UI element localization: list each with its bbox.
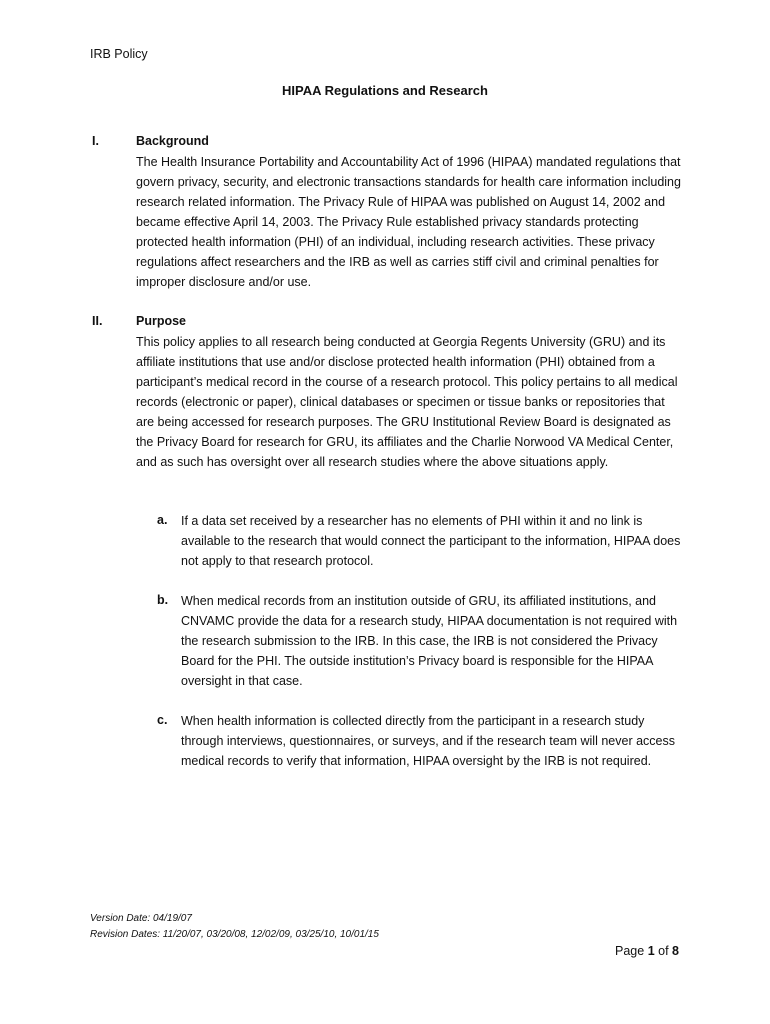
list-item-letter: b. — [157, 593, 169, 607]
footer-revision-dates: Revision Dates: 11/20/07, 03/20/08, 12/02/09, 03/25/10, 10/01/15 — [90, 929, 379, 940]
list-item-letter: a. — [157, 513, 168, 527]
list-item — [181, 711, 681, 771]
page-number-prefix: Page — [615, 944, 645, 958]
section-paragraph: The Health Insurance Portability and Accountability Act of 1996 (HIPAA) mandated regulations that govern privacy, security, and electronic transactions standards for health care information including research related information. The Privacy Rule of HIPAA was published on August 14, 2002 and became effective April 14, 2003. The Privacy Rule established privacy standards protecting protected health information (PHI) of an individual, including research activities. These privacy regulations affect researchers and the IRB as well as carries stiff civil and criminal penalties for improper disclosure and/or use. — [136, 155, 681, 289]
section-paragraph: This policy applies to all research being conducted at Georgia Regents University (GRU) and its affiliate institutions that use and/or disclose protected health information (PHI) obtained from a participant’s medical record in the course of a research protocol. This policy pertains to all medical records (electronic or paper), clinical databases or specimen or tissue banks or repositories that are being accessed for research purposes. The GRU Institutional Review Board is designated as the Privacy Board for research for GRU, its affiliates and the Charlie Norwood VA Medical Center, and as such has oversight over all research studies where the above situations apply. — [136, 335, 678, 469]
page-title: HIPAA Regulations and Research — [282, 83, 488, 98]
page-number-total: 8 — [672, 944, 679, 958]
section-numeral: I. — [92, 134, 99, 148]
list-item-text: When medical records from an institution outside of GRU, its affiliated institutions, and CNVAMC provide the data for a research study, HIPAA documentation is not required with the research submission to the IRB. In this case, the IRB is not considered the Privacy Board for the PHI. The outside institution’s Privacy board is responsible for the HIPAA oversight in that case. — [181, 594, 678, 688]
list-item-text: When health information is collected directly from the participant in a research study through interviews, questionnaires, or surveys, and if the research team will never access medical records to verify that information, HIPAA oversight by the IRB is not required. — [181, 714, 675, 768]
list-item-letter: c. — [157, 713, 168, 727]
header-label: IRB Policy — [90, 47, 148, 61]
page-number-current: 1 — [647, 944, 655, 958]
footer-version-date: Version Date: 04/19/07 — [90, 913, 192, 924]
list-item-text: If a data set received by a researcher has no elements of PHI within it and no link is available to the research that would connect the participant to the information, HIPAA does not apply to that research protocol. — [181, 514, 681, 568]
list-item — [181, 591, 681, 691]
section-body-purpose — [136, 332, 682, 472]
section-heading-purpose: Purpose — [136, 314, 187, 328]
page-number — [615, 944, 679, 958]
page-number-of: of — [658, 944, 669, 958]
section-numeral: II. — [92, 314, 103, 328]
section-body-background — [136, 152, 682, 292]
list-item — [181, 511, 681, 571]
section-heading-background: Background — [136, 134, 209, 148]
